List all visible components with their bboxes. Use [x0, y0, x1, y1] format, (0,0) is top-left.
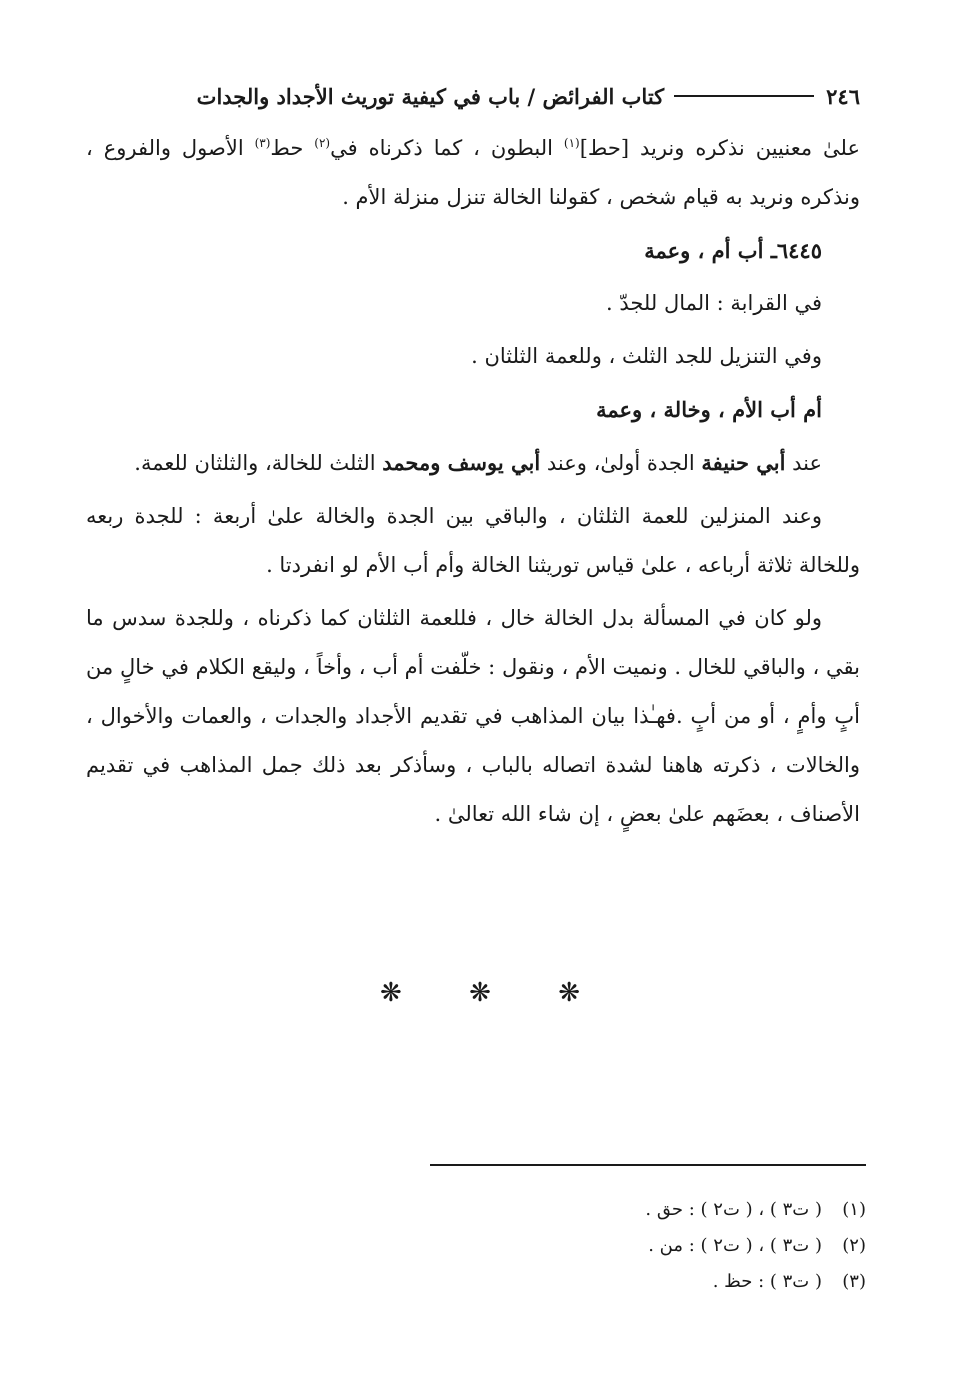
footnote-text: ( ت٣ ) : حظ . [712, 1271, 822, 1292]
text-run: علىٰ معنيين نذكره ونريد [حط] [579, 136, 861, 160]
footnote-item [430, 1192, 866, 1228]
asterism-icon: ❋ [469, 978, 491, 1008]
footnote-item [430, 1264, 866, 1300]
line-qaraba: في القرابة : المال للجدّ . [605, 291, 822, 315]
text-run: عند [785, 451, 822, 475]
footnote-number: (٣) [842, 1271, 866, 1292]
item-heading: ٦٤٤٥ـ أب أم ، وعمة [644, 238, 822, 263]
paragraph-opinions [86, 438, 860, 488]
paragraph-munazzilin: وعند المنزلين للعمة الثلثان ، والباقي بين الجدة والخالة علىٰ أربعة : للجدة ربعه وللخالة ثلاثة أرباعه ، علىٰ قياس توريثنا الخالة وأم أب الأم لو انفردتا . [86, 504, 860, 577]
footnote-rule [430, 1164, 866, 1166]
text-run: حط [270, 136, 315, 160]
footnote-item [430, 1228, 866, 1264]
footnote-ref-2: (٢) [314, 136, 331, 150]
asterism-icon: ❋ [380, 978, 402, 1008]
footnote-number: (٢) [842, 1235, 866, 1256]
running-title: كتاب الفرائض / باب في كيفية توريث الأجداد والجدات [196, 83, 665, 109]
scholar-name: أبي يوسف ومحمد [382, 450, 541, 475]
footnote-text: ( ت٣ ) ، ( ت٢ ) : حق . [645, 1199, 822, 1220]
footnote-ref-3: (٣) [254, 136, 271, 150]
text-run: البطون ، كما ذكرناه في [330, 136, 564, 160]
text-run: الثلث للخالة، والثلثان للعمة. [134, 451, 383, 475]
section-separator [380, 978, 580, 1008]
header-rule [674, 95, 814, 97]
footnote-text: ( ت٣ ) ، ( ت٢ ) : من . [648, 1235, 822, 1256]
footnote-number: (١) [842, 1199, 866, 1220]
page-body [86, 124, 860, 843]
paragraph-closing: ولو كان في المسألة بدل الخالة خال ، فللعمة الثلثان كما ذكرناه ، وللجدة سدس ما بقي ، والباقي للخال . ونميت الأم ، ونقول : خلّفت أم أب ، وأخاً ، وليقع الكلام في خالٍ من أبٍ وأمٍ ، أو من أبٍ .فهـٰذا بيان المذاهب في تقديم الأجداد والجدات ، والعمات والأخوال ، والخالات ، ذكرته هاهنا لشدة اتصاله بالباب ، وسأذكر بعد ذلك جمل المذاهب في تقديم الأصناف ، بعضَهم علىٰ بعضٍ ، إن شاء الله تعالىٰ . [86, 606, 860, 826]
scholar-name: أبي حنيفة [701, 450, 786, 475]
sub-heading: أم أب الأم ، وخالة ، وعمة [596, 397, 822, 422]
text-run: الأصول والفروع ، ونذكره ونريد به قيام شخص ، كقولنا الخالة تنزل منزلة الأم . [86, 136, 860, 209]
footnote-ref-1: (١) [563, 136, 580, 150]
line-tanzil: وفي التنزيل للجد الثلث ، وللعمة الثلثان . [471, 344, 822, 368]
running-header [86, 76, 860, 116]
text-run: الجدة أولىٰ، وعند [540, 451, 702, 475]
paragraph-intro [86, 124, 860, 222]
asterism-icon: ❋ [558, 978, 580, 1008]
footnotes [430, 1192, 866, 1300]
page-number: ٢٤٦ [826, 83, 860, 109]
